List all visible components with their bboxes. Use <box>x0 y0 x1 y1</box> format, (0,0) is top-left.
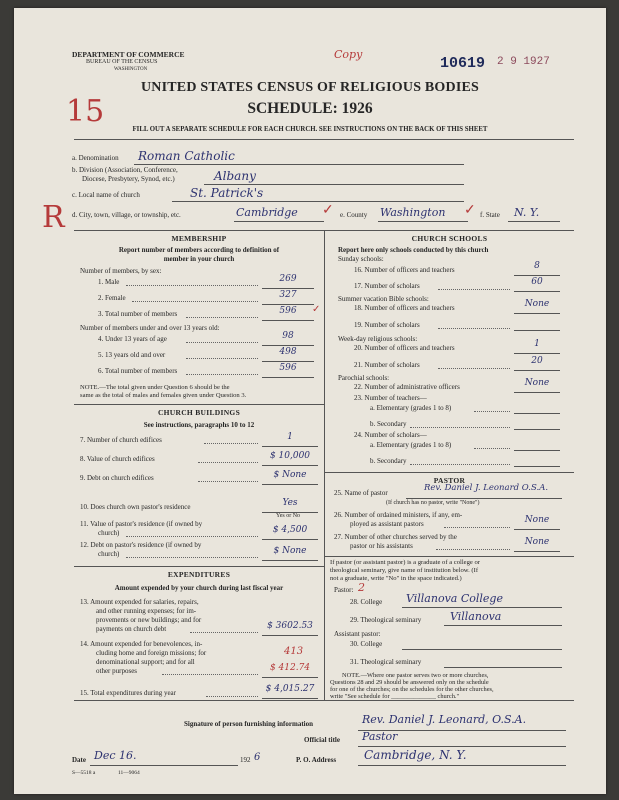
q9-debt-label: 9. Debt on church edifices <box>80 474 154 482</box>
q20-value: 1 <box>534 339 540 349</box>
q18-label: 18. Number of officers and teachers <box>354 304 455 312</box>
answer-line <box>262 304 314 305</box>
q14-label-2: cluding home and foreign missions; for <box>96 649 207 657</box>
leader-dots <box>190 632 258 633</box>
official-title-line <box>358 746 566 747</box>
q10-residence-value: Yes <box>282 498 298 508</box>
leader-dots <box>132 301 258 302</box>
answer-line <box>262 484 318 485</box>
pastor-note-3: for one of the churches; on the schedules for the other churches, <box>330 686 494 693</box>
leader-dots <box>438 368 510 369</box>
division-line <box>204 184 464 185</box>
q13-label-4: payments on church debt <box>96 625 167 633</box>
answer-line <box>514 429 560 430</box>
schedule-title: SCHEDULE: 1926 <box>247 100 373 117</box>
leader-dots <box>474 448 510 449</box>
answer-line <box>514 466 560 467</box>
form-title: UNITED STATES CENSUS OF RELIGIOUS BODIES <box>140 80 479 95</box>
city-town-value: Cambridge <box>236 206 298 219</box>
leader-dots <box>198 481 258 482</box>
margin-letter: R <box>42 200 65 235</box>
answer-line <box>262 635 318 636</box>
weekday-heading: Week-day religious schools: <box>338 335 418 343</box>
q2-female-value: 327 <box>279 290 297 300</box>
q13-value: $ 3602.53 <box>267 621 313 631</box>
signature-value: Rev. Daniel J. Leonard, O.S.A. <box>362 713 527 726</box>
q26-label: 26. Number of ordained ministers, if any, em- <box>334 511 463 519</box>
q12-debt-label-2: church) <box>98 550 120 558</box>
q13-label-3: provements or new buildings; and for <box>96 616 202 624</box>
q5-13over-label: 5. 13 years old and over <box>98 351 166 359</box>
leader-dots <box>474 411 510 412</box>
q15-total-label: 15. Total expenditures during year <box>80 689 176 697</box>
q6-total-label: 6. Total number of members <box>98 367 178 375</box>
q24b-label: b. Secondary <box>370 457 407 465</box>
answer-line <box>262 560 318 561</box>
vacation-heading: Summer vacation Bible schools: <box>338 295 429 303</box>
q13-label: 13. Amount expended for salaries, repairs, <box>80 598 199 606</box>
po-address-line <box>358 765 566 766</box>
q4-under13-value: 98 <box>282 331 294 341</box>
q11-value-label: 11. Value of pastor's residence (if owned by <box>80 520 203 528</box>
answer-line <box>262 446 318 447</box>
answer-line <box>262 539 318 540</box>
frame-bottom-rule <box>74 700 574 701</box>
denomination-label: a. Denomination <box>72 154 119 162</box>
membership-intro-2: member in your church <box>163 255 235 263</box>
answer-line <box>514 330 560 331</box>
q27-label-2: pastor or his assistants <box>350 542 413 550</box>
division-label-2: Diocese, Presbytery, Synod, etc.) <box>82 175 175 183</box>
local-name-label: c. Local name of church <box>72 191 140 199</box>
answer-line <box>514 450 560 451</box>
form-number: S—5518 a <box>72 770 96 776</box>
date-line <box>90 765 238 766</box>
membership-intro: Report number of members according to definition of <box>118 246 280 254</box>
answer-line <box>262 677 318 678</box>
answer-line <box>262 377 314 378</box>
q26-label-2: ployed as assistant pastors <box>350 520 424 528</box>
answer-line <box>444 667 562 668</box>
buildings-intro: See instructions, paragraphs 10 to 12 <box>143 421 255 429</box>
q28-label: 28. College <box>350 598 383 606</box>
city-town-label: d. City, town, village, or township, etc. <box>72 211 181 219</box>
q21-value: 20 <box>531 356 543 366</box>
membership-title: MEMBERSHIP <box>171 234 227 243</box>
answer-line <box>402 607 562 608</box>
q22-label: 22. Number of administrative officers <box>354 383 460 391</box>
q23b-label: b. Secondary <box>370 420 407 428</box>
state-label: f. State <box>480 211 500 219</box>
q11-value-label-2: church) <box>98 529 120 537</box>
po-address-value: Cambridge, N. Y. <box>364 748 467 762</box>
received-date-stamp: 2 9 1927 <box>497 56 550 68</box>
leader-dots <box>438 289 510 290</box>
schools-title: CHURCH SCHOOLS <box>411 234 488 243</box>
q2-female-label: 2. Female <box>98 294 126 302</box>
q31-label: 31. Theological seminary <box>350 658 422 666</box>
leader-dots <box>186 342 258 343</box>
date-value: Dec 16. <box>94 749 137 762</box>
q4-under13-label: 4. Under 13 years of age <box>98 335 167 343</box>
q25-hint: (If church has no pastor, write "None") <box>386 500 480 506</box>
q18-value: None <box>524 299 550 309</box>
q5-13over-value: 498 <box>279 347 297 357</box>
bureau-label: BUREAU OF THE CENSUS <box>86 59 158 65</box>
q19-label: 19. Number of scholars <box>354 321 420 329</box>
serial-number: 10619 <box>440 55 486 72</box>
q30-label: 30. College <box>350 640 383 648</box>
answer-line <box>514 370 560 371</box>
leader-dots <box>410 464 510 465</box>
q3-total-label: 3. Total number of members <box>98 310 178 318</box>
q22-value: None <box>524 378 550 388</box>
form-instruction: FILL OUT A SEPARATE SCHEDULE FOR EACH CHURCH. SEE INSTRUCTIONS ON THE BACK OF THIS SHEET <box>132 126 488 133</box>
q15-total-value: $ 4,015.27 <box>265 684 315 694</box>
expenditures-title: EXPENDITURES <box>167 570 231 579</box>
answer-line <box>444 625 562 626</box>
q27-value: None <box>524 537 550 547</box>
membership-note-2: same as the total of males and females given under Question 3. <box>80 392 247 399</box>
county-label: e. County <box>340 211 368 219</box>
q23a-label: a. Elementary (grades 1 to 8) <box>370 404 452 412</box>
graduate-instruction-2: theological seminary, give name of institution below. (If <box>330 567 479 574</box>
graduate-instruction: If pastor (or assistant pastor) is a graduate of a college or <box>330 559 480 566</box>
pastor-note-4: write "See schedule for ______________ church." <box>330 693 460 700</box>
q14-label-3: denominational support; and for all <box>96 658 195 666</box>
q17-label: 17. Number of scholars <box>354 282 420 290</box>
membership-note: NOTE.—The total given under Question 6 should be the <box>80 384 230 391</box>
leader-dots <box>126 536 258 537</box>
answer-line <box>402 649 562 650</box>
local-name-value: St. Patrick's <box>190 186 264 200</box>
official-title-value: Pastor <box>362 730 398 743</box>
q29-value: Villanova <box>450 610 502 623</box>
date-label: Date <box>72 756 86 764</box>
leader-dots <box>206 696 258 697</box>
q1-male-label: 1. Male <box>98 278 120 286</box>
answer-line <box>514 392 560 393</box>
answer-line <box>262 288 314 289</box>
copy-note: Copy <box>334 48 363 61</box>
q8-value-label: 8. Value of church edifices <box>80 455 155 463</box>
leader-dots <box>204 443 258 444</box>
answer-line <box>514 551 560 552</box>
answer-line <box>514 353 560 354</box>
leader-dots <box>436 549 510 550</box>
answer-line <box>514 413 560 414</box>
check-mark: ✓ <box>322 203 334 218</box>
denomination-value: Roman Catholic <box>138 149 235 163</box>
answer-line <box>514 275 560 276</box>
graduate-instruction-3: not a graduate, write "No" in the space indicated.) <box>330 575 462 582</box>
q23-label: 23. Number of teachers— <box>354 394 427 402</box>
county-value: Washington <box>380 206 446 219</box>
section-rule <box>325 472 574 473</box>
q27-label: 27. Number of other churches served by the <box>334 533 457 541</box>
census-schedule-sheet <box>14 8 606 794</box>
q24-label: 24. Number of scholars— <box>354 431 427 439</box>
division-value: Albany <box>214 169 256 183</box>
assistant-heading: Assistant pastor: <box>334 630 381 638</box>
expenditures-intro: Amount expended by your church during last fiscal year <box>114 584 284 592</box>
q8-value-value: $ 10,000 <box>269 451 311 461</box>
leader-dots <box>186 374 258 375</box>
section-rule <box>74 404 324 405</box>
q21-label: 21. Number of scholars <box>354 361 420 369</box>
q10-residence-label: 10. Does church own pastor's residence <box>80 503 191 511</box>
year-digit: 6 <box>254 752 261 763</box>
leader-dots <box>198 462 258 463</box>
q6-total-value: 596 <box>279 363 297 373</box>
q14-value: $ 412.74 <box>269 663 311 673</box>
q12-debt-value: $ None <box>273 546 307 556</box>
leader-dots <box>126 285 258 286</box>
schools-intro: Report here only schools conducted by this church <box>338 246 489 254</box>
column-divider <box>324 230 325 700</box>
members-by-sex-label: Number of members, by sex: <box>80 267 162 275</box>
year-prefix: 192 <box>240 756 251 764</box>
q3-total-value: 596 <box>279 306 297 316</box>
q26-value: None <box>524 515 550 525</box>
city-town-line <box>234 221 324 222</box>
leader-dots <box>186 317 258 318</box>
margin-number: 15 <box>66 94 105 129</box>
check-mark: ✓ <box>464 203 476 218</box>
q1-male-value: 269 <box>279 274 297 284</box>
q24a-label: a. Elementary (grades 1 to 8) <box>370 441 452 449</box>
q14-correction: 413 <box>284 646 304 657</box>
answer-line <box>262 361 314 362</box>
denomination-line <box>134 164 464 165</box>
leader-dots <box>444 527 510 528</box>
state-line <box>508 221 560 222</box>
county-line <box>378 221 468 222</box>
buildings-title: CHURCH BUILDINGS <box>157 408 241 417</box>
age-heading: Number of members under and over 13 years old: <box>80 324 220 332</box>
print-number: 11—9064 <box>118 770 140 776</box>
leader-dots <box>438 328 510 329</box>
leader-dots <box>162 674 258 675</box>
parochial-heading: Parochial schools: <box>338 374 390 382</box>
q14-label: 14. Amount expended for benevolences, in- <box>80 640 203 648</box>
q29-label: 29. Theological seminary <box>350 616 422 624</box>
section-rule <box>74 566 324 567</box>
answer-line <box>262 698 318 699</box>
check-mark: ✓ <box>312 304 321 315</box>
leader-dots <box>186 358 258 359</box>
q25-value: Rev. Daniel J. Leonard O.S.A. <box>423 483 549 493</box>
pastor-mark: 2 <box>358 581 365 594</box>
q16-label: 16. Number of officers and teachers <box>354 266 455 274</box>
q16-value: 8 <box>534 261 540 271</box>
pastor-title: PASTOR <box>433 476 466 485</box>
q17-value: 60 <box>531 277 543 287</box>
header-rule <box>74 139 574 140</box>
signature-label: Signature of person furnishing information <box>184 720 313 728</box>
leader-dots <box>410 427 510 428</box>
answer-line <box>262 345 314 346</box>
q25-label: 25. Name of pastor <box>334 489 388 497</box>
state-value: N. Y. <box>514 206 540 219</box>
answer-line <box>514 291 560 292</box>
pastor-heading: Pastor: <box>334 586 354 594</box>
leader-dots <box>126 557 258 558</box>
q28-value: Villanova College <box>406 592 503 605</box>
q13-label-2: and other running expenses; for im- <box>96 607 197 615</box>
q12-debt-label: 12. Debt on pastor's residence (if owned by <box>80 541 202 549</box>
po-address-label: P. O. Address <box>296 756 337 764</box>
department-label: DEPARTMENT OF COMMERCE <box>72 50 185 59</box>
answer-line <box>406 498 562 499</box>
sunday-heading: Sunday schools: <box>338 255 384 263</box>
q7-edifices-label: 7. Number of church edifices <box>80 436 162 444</box>
city-label: WASHINGTON <box>114 67 148 72</box>
q14-label-4: other purposes <box>96 667 138 675</box>
answer-line <box>262 320 314 321</box>
local-name-line <box>172 201 464 202</box>
official-title-label: Official title <box>304 736 340 744</box>
pastor-note-2: Questions 28 and 29 should be answered only on the schedule <box>330 679 489 686</box>
answer-line <box>262 465 318 466</box>
q20-label: 20. Number of officers and teachers <box>354 344 455 352</box>
q11-value-value: $ 4,500 <box>272 525 308 535</box>
section-rule <box>325 556 574 557</box>
answer-line <box>514 313 560 314</box>
q9-debt-value: $ None <box>273 470 307 480</box>
pastor-note: NOTE.—Where one pastor serves two or more churches, <box>342 672 489 679</box>
yes-no-hint: Yes or No <box>276 513 301 519</box>
q7-edifices-value: 1 <box>287 432 293 442</box>
answer-line <box>514 529 560 530</box>
division-label: b. Division (Association, Conference, <box>72 166 178 174</box>
